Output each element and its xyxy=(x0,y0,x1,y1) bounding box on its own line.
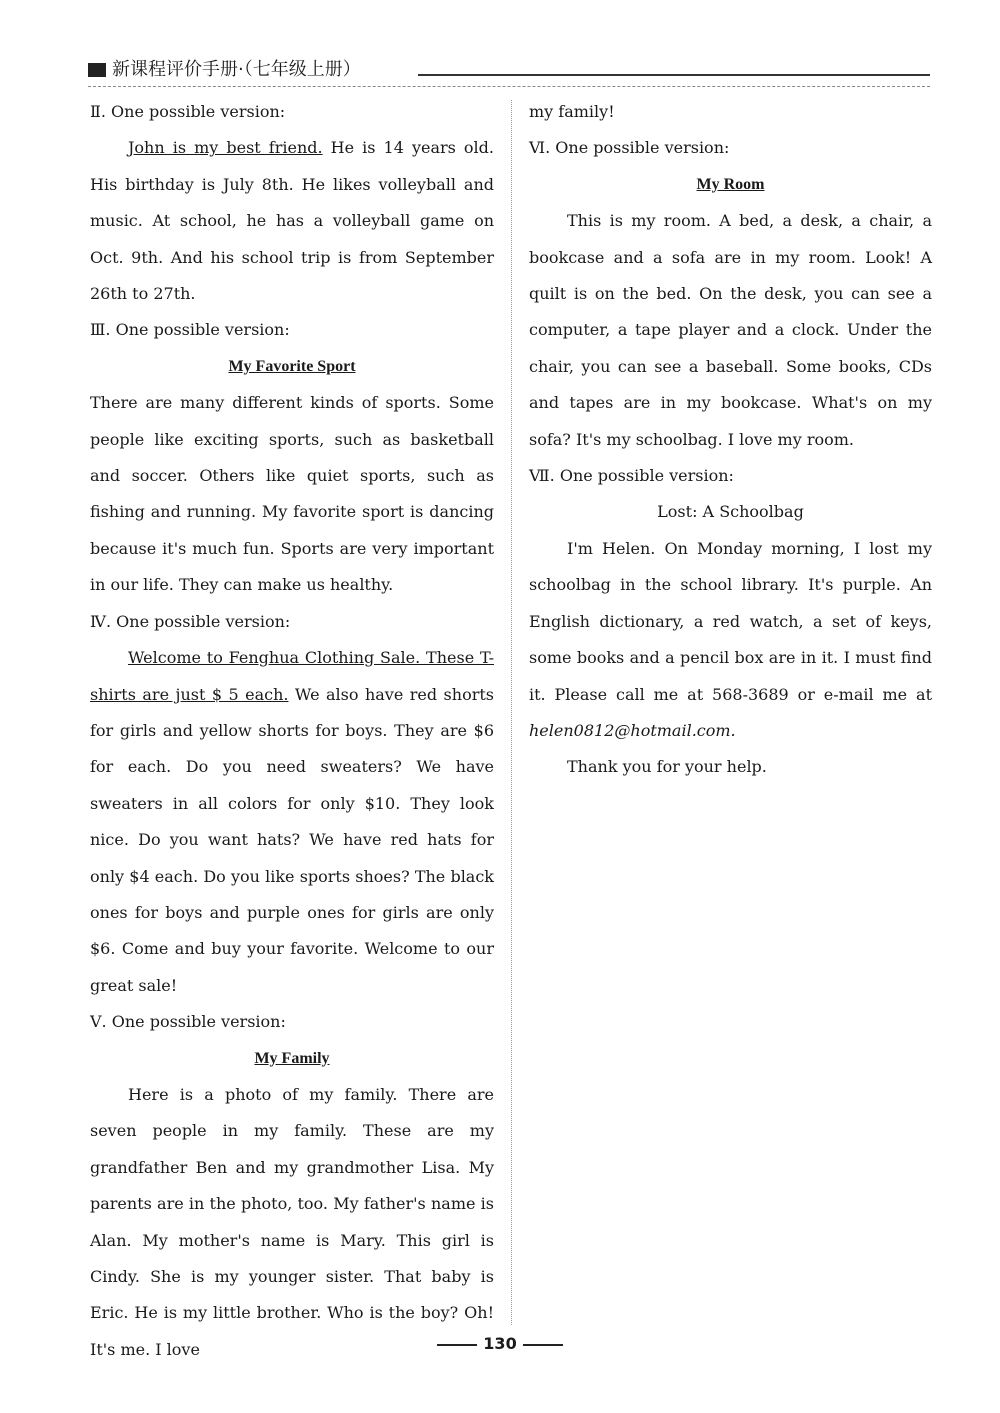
section-3-body: There are many different kinds of sports. Some people like exciting sports, such as basketball and soccer. Others like quiet sports, such as fishing and running. My favorite sport is dancing because it's much fun. Sports are very important in our life. They can make us healthy. xyxy=(90,393,494,595)
section-6-body: This is my room. A bed, a desk, a chair, a bookcase and a sofa are in my room. Look! A quilt is on the bed. On the desk, you can see a computer, a tape player and a clock. Under the chair, you can see a baseball. Some books, CDs and tapes are in my bookcase. What's on my sofa? It's my schoolbag. I love my room. xyxy=(529,211,932,449)
section-5-label: Ⅴ. One possible version: xyxy=(90,1012,286,1032)
section-6-label: Ⅵ. One possible version: xyxy=(529,138,730,158)
section-4-body xyxy=(90,640,494,1004)
section-2-underlined: John is my best friend. xyxy=(128,138,323,158)
section-5-body: Here is a photo of my family. There are seven people in my family. These are my grandfather Ben and my grandmother Lisa. My parents are in the photo, too. My father's name is Alan. My mother's name is Mary. This girl is Cindy. She is my younger sister. That baby is Eric. He is my little brother. Who is the boy? Oh! It's me. I love xyxy=(90,1084,494,1359)
section-5-continued: my family! xyxy=(529,102,615,121)
section-4-underlined: Welcome to Fenghua Clothing Sale. These T-shirts are just $ 5 each. xyxy=(90,648,494,704)
footer-ornament-right xyxy=(523,1344,563,1346)
column-divider xyxy=(511,100,512,1325)
section-6-title: My Room xyxy=(696,175,765,193)
section-7-thanks: Thank you for your help. xyxy=(567,757,767,777)
footer-ornament-left xyxy=(437,1344,477,1346)
header-rule xyxy=(418,74,930,76)
section-2-label: Ⅱ. One possible version: xyxy=(90,102,286,121)
page-footer xyxy=(0,1334,1000,1353)
header-dashed-rule xyxy=(88,86,930,87)
section-7-body: I'm Helen. On Monday morning, I lost my schoolbag in the school library. It's purple. An English dictionary, a red watch, a set of keys, some books and a pencil box are in it. I must find it. Please call me at 568-3689 or e-mail me at helen0812@hotmail.com. xyxy=(529,538,932,740)
section-3-label: Ⅲ. One possible version: xyxy=(90,320,290,340)
header-title: 新课程评价手册· xyxy=(112,59,244,80)
section-4-label: Ⅳ. One possible version: xyxy=(90,611,291,631)
section-3-title: My Favorite Sport xyxy=(228,357,356,375)
book-logo-icon xyxy=(88,63,106,77)
email-address: helen0812@hotmail.com. xyxy=(529,720,736,740)
section-2-body xyxy=(90,130,494,312)
section-4-text: We also have red shorts for girls and yellow shorts for boys. They are $6 for each. Do you need sweaters? We have sweaters in all colors for only $10. They look nice. Do you want hats? We have red hats for only $4 each. Do you like sports shoes? The black ones for boys and purple ones for girls are only $6. Come and buy your favorite. Welcome to our great sale! xyxy=(90,684,494,995)
left-column xyxy=(90,94,494,1368)
page-number: 130 xyxy=(483,1334,517,1353)
section-7-label: Ⅶ. One possible version: xyxy=(529,466,734,486)
section-5-title: My Family xyxy=(254,1049,330,1067)
right-column xyxy=(529,94,932,786)
page-header xyxy=(88,56,930,84)
section-2-text: He is 14 years old. His birthday is July 8th. He likes volleyball and music. At school, he has a volleyball game on Oct. 9th. And his school trip is from September 26th to 27th. xyxy=(90,138,494,304)
section-7-title: Lost: A Schoolbag xyxy=(657,502,804,522)
header-subtitle: （七年级上册） xyxy=(243,59,361,80)
